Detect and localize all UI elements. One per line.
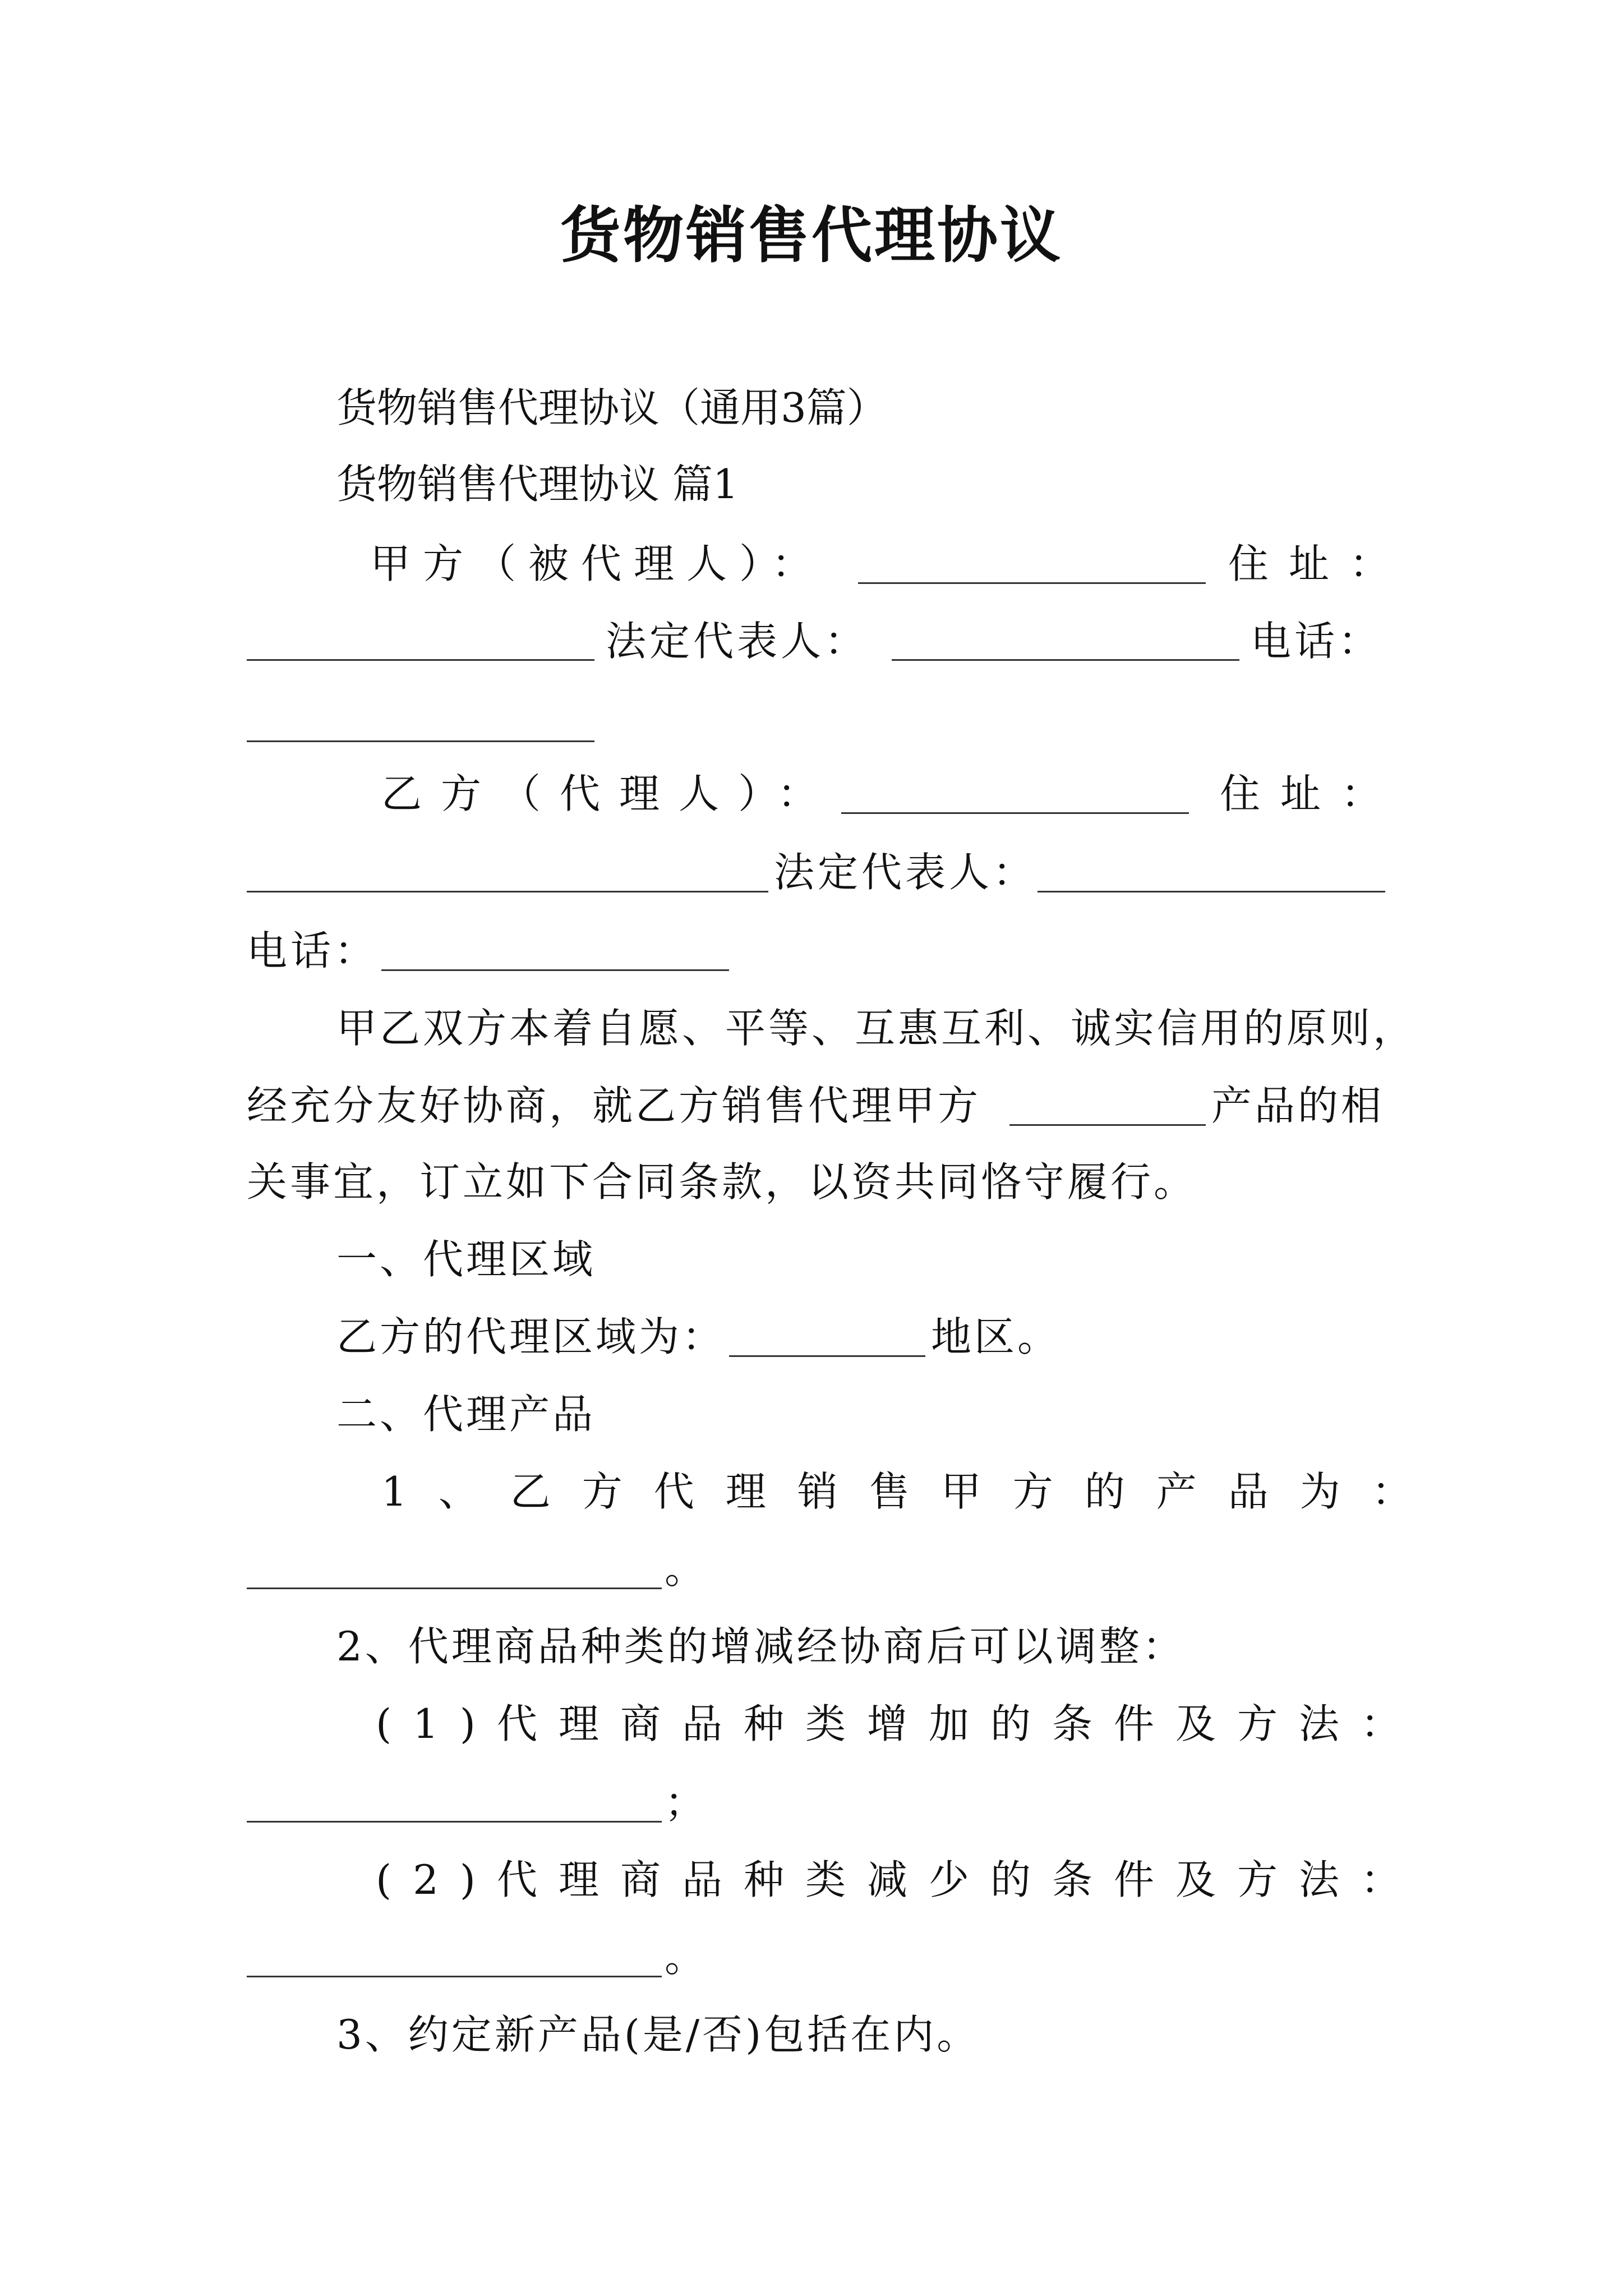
item-2-2-blank xyxy=(247,1936,662,1977)
area-blank xyxy=(729,1316,925,1357)
section-heading: 货物销售代理协议 篇1 xyxy=(336,461,739,508)
item-2-2-period: 。 xyxy=(665,1934,706,1981)
item-2-1-semicolon: ； xyxy=(665,1779,706,1826)
phone-label: 电话： xyxy=(1251,618,1382,665)
intro-line-2b: 产品的相 xyxy=(1211,1082,1385,1129)
section-1-heading: 一、代理区域 xyxy=(336,1236,596,1283)
address-label: 住址： xyxy=(1228,540,1410,587)
party-b-blank xyxy=(841,773,1189,814)
party-a-blank xyxy=(858,543,1206,584)
area-label: 乙方的代理区域为： xyxy=(336,1313,726,1360)
intro-line-1: 甲乙双方本着自愿、平等、互惠互利、诚实信用的原则， xyxy=(336,1005,1417,1052)
item-2-1: (1)代理商品种类增加的条件及方法： xyxy=(376,1700,1422,1747)
intro-line-2a: 经充分友好协商，就乙方销售代理甲方 xyxy=(247,1082,981,1129)
phone-blank xyxy=(247,701,594,742)
item-2: 2、代理商品种类的增减经协商后可以调整： xyxy=(336,1623,1186,1670)
item-3: 3、约定新产品(是/否)包括在内。 xyxy=(336,2011,980,2058)
item-1-blank xyxy=(247,1548,662,1589)
document-title: 货物销售代理协议 xyxy=(560,200,1063,271)
intro-line-3: 关事宜，订立如下合同条款，以资共同恪守履行。 xyxy=(247,1158,1197,1205)
phone-label-b: 电话： xyxy=(247,927,379,974)
legal-rep-blank-b xyxy=(1038,852,1385,892)
phone-blank-b xyxy=(381,930,729,971)
legal-rep-label: 法定代表人： xyxy=(606,618,869,665)
address-blank-b xyxy=(247,852,768,892)
address-blank xyxy=(247,620,594,661)
legal-rep-blank xyxy=(892,620,1239,661)
legal-rep-label-b: 法定代表人： xyxy=(774,849,1037,896)
item-2-1-blank xyxy=(247,1782,662,1823)
party-b-label: 乙方（代理人）： xyxy=(381,770,837,817)
area-suffix: 地区。 xyxy=(931,1313,1061,1360)
item-1: 1、乙方代理销售甲方的产品为： xyxy=(381,1468,1444,1515)
item-1-period: 。 xyxy=(665,1545,706,1593)
party-a-label: 甲方（被代理人）： xyxy=(370,540,825,587)
subtitle-line: 货物销售代理协议（通用3篇） xyxy=(336,384,887,431)
address-label-b: 住址： xyxy=(1220,770,1402,817)
section-2-heading: 二、代理产品 xyxy=(336,1391,596,1438)
product-blank xyxy=(1009,1085,1206,1126)
item-2-2: (2)代理商品种类减少的条件及方法： xyxy=(376,1856,1422,1903)
